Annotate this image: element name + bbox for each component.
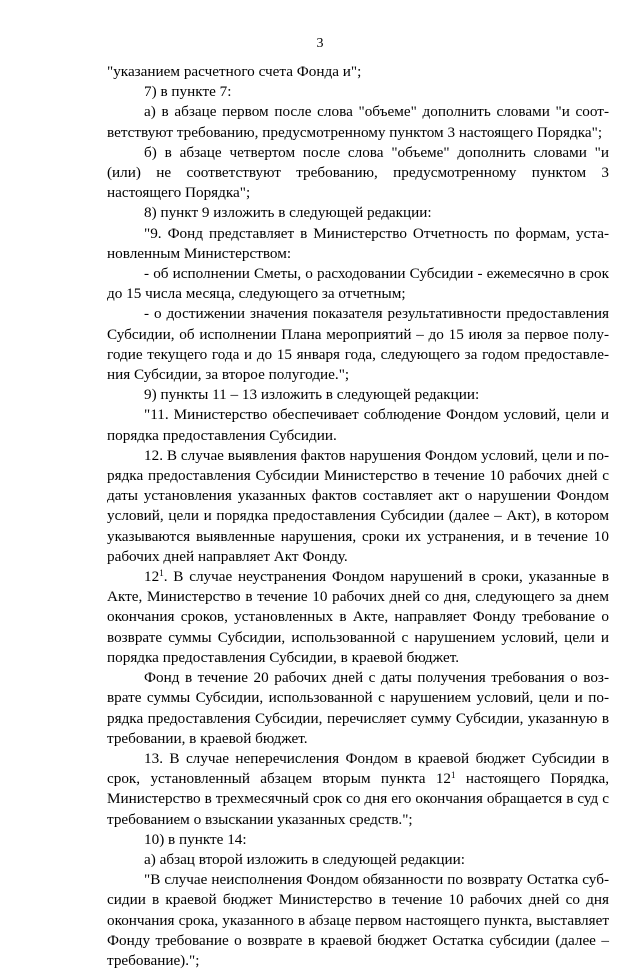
paragraph: 8) пункт 9 изложить в следующей редакции: bbox=[144, 204, 432, 222]
paragraph-text: 13. В случае неперечисления Фондом в краевой бюджет Субсидии в срок, установленный абзацем вторым пункта 12 bbox=[107, 749, 609, 788]
paragraph: а) в абзаце первом после слова "объеме" дополнить словами "и соответствуют требованию, предусмотренному пунктом 3 настоящего Порядка"; bbox=[107, 103, 609, 141]
paragraph: - о достижении значения показателя результативности предоставления Субсидии, об исполнении Плана мероприятий – до 15 июля за первое полугодие текущего года и до 15 января года, следующего за годом предоставления Субсидии, за второе полугодие."; bbox=[107, 305, 609, 384]
document-body bbox=[107, 62, 609, 971]
paragraph: 7) в пункте 7: bbox=[144, 83, 232, 101]
paragraph: "11. Министерство обеспечивает соблюдение Фондом условий, цели и порядка предоставления Субсидии. bbox=[107, 406, 609, 444]
paragraph-text: . В случае неустранения Фондом нарушений в сроки, указанные в Акте, Министерство в течение 10 рабочих дней со дня, следующего за днем окончания сроков, установленных в Акте, направляет Фонду требование о возврате суммы Субсидии, использованной с нарушением условий, цели и порядка предоставления Субсидии, в краевой бюджет. bbox=[107, 568, 609, 666]
paragraph-text: настоящего Порядка, Министерство в трехмесячный срок со дня его окончания обращается в суд с требованием о взыскании указанных средств."; bbox=[107, 770, 609, 828]
page-number: 3 bbox=[316, 36, 324, 51]
paragraph: 12. В случае выявления фактов нарушения Фондом условий, цели и порядка предоставления Субсидии Министерство в течение 10 рабочих дней с даты установления указанных фактов составляет акт о нарушении Фондом условий, цели и порядка предоставления Субсидии (далее – Акт), в котором указываются выявленные нарушения, сроки их устранения, и в течение 10 рабочих дней направляет Акт Фонду. bbox=[107, 446, 609, 565]
paragraph: 10) в пункте 14: bbox=[144, 830, 247, 848]
paragraph bbox=[107, 749, 609, 830]
paragraph bbox=[107, 567, 609, 668]
superscript: 1 bbox=[451, 770, 456, 781]
paragraph: б) в абзаце четвертом после слова "объеме" дополнить словами "и (или) не соответствуют требованию, предусмотренному пунктом 3 настоящего Порядка"; bbox=[107, 143, 609, 202]
paragraph: Фонд в течение 20 рабочих дней с даты получения требования о возврате суммы Субсидии, использованной с нарушением условий, цели и порядка предоставления Субсидии, перечисляет сумму Субсидии, указанную в требовании, в краевой бюджет. bbox=[107, 669, 609, 747]
paragraph: "указанием расчетного счета Фонда и"; bbox=[107, 63, 362, 80]
paragraph-text: 12 bbox=[144, 568, 160, 586]
paragraph: - об исполнении Сметы, о расходовании Субсидии - ежемесячно в срок до 15 числа месяца, следующего за отчетным; bbox=[107, 265, 609, 303]
superscript: 1 bbox=[159, 568, 164, 579]
paragraph: 9) пункты 11 – 13 изложить в следующей редакции: bbox=[144, 386, 480, 404]
paragraph: "В случае неисполнения Фондом обязанности по возврату Остатка субсидии в краевой бюджет Министерство в течение 10 рабочих дней со дня окончания срока, указанного в абзаце первом настоящего пункта, выставляет Фонду требование о возврате в краевой бюджет Остатка субсидии (далее – требование)."; bbox=[107, 871, 609, 969]
paragraph: а) абзац второй изложить в следующей редакции: bbox=[144, 850, 466, 868]
paragraph: "9. Фонд представляет в Министерство Отчетность по формам, установленным Министерством: bbox=[107, 224, 609, 262]
